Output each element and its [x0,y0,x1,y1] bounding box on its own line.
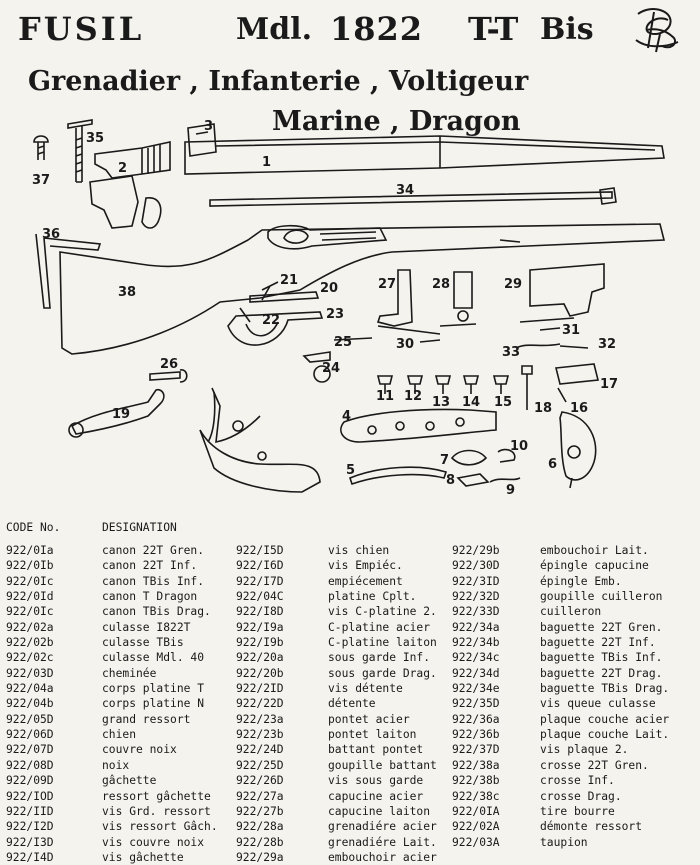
part-designation: épingle capucine [540,559,649,573]
part-designation: vis Grd. ressort [102,804,211,818]
table-row [452,773,615,788]
part-designation: culasse Mdl. 40 [102,651,205,665]
callout-34: 34 [396,183,415,198]
table-row [6,819,218,834]
part-code: 922/34c [452,651,500,665]
part-code: 922/20b [236,666,284,680]
table-row [236,604,437,619]
part-tang [90,176,138,228]
part-code: 922/03A [452,835,500,849]
table-header-code: CODE No. [6,521,61,534]
part-designation: baguette 22T Gren. [540,620,663,634]
part-code: 922/0Ib [6,559,54,573]
callout-3: 3 [204,119,214,134]
callout-9: 9 [506,483,516,498]
callout-25: 25 [334,335,353,350]
part-lock-plate [341,410,496,443]
part-tang-screw [68,120,92,182]
part-designation: C-platine laiton [328,636,437,650]
table-row [236,620,431,635]
part-sear [556,364,598,384]
callout-15: 15 [494,395,513,410]
part-code: 922/29b [452,544,500,557]
part-designation: grenadiére Lait. [328,835,437,849]
title-bis: Bis [540,12,594,47]
part-designation: ressort gâchette [102,789,211,803]
table-row [236,850,437,865]
table-row [452,543,649,558]
callout-19: 19 [112,407,131,422]
table-row [452,819,643,834]
callout-31: 31 [562,323,581,338]
part-designation: goupille cuilleron [540,590,663,604]
part-code: 922/08D [6,758,54,772]
part-code: 922/I5D [236,544,284,557]
part-code: 922/27b [236,804,284,818]
table-row [6,650,205,665]
part-designation: chien [102,728,137,742]
table-row [452,650,663,665]
part-code: 922/04C [236,590,284,604]
callout-23: 23 [326,307,345,322]
part-designation: détente [328,697,376,711]
part-code: 922/IOD [6,789,54,803]
part-code: 922/I9a [236,620,284,634]
part-code: 922/27a [236,789,284,803]
part-butt-plate [36,234,100,308]
part-designation: canon TBis Drag. [102,605,211,619]
title-model: Mdl. [236,12,313,47]
part-code: 922/25D [236,758,284,772]
part-code: 922/I7D [236,574,284,588]
parts-column-1 [6,543,218,865]
table-row [6,789,211,804]
part-code: 922/IID [6,804,54,818]
part-lock-mechanism [200,388,320,492]
part-upper-band [530,264,604,316]
part-designation: vis gâchette [102,850,184,864]
callout-10: 10 [510,439,529,454]
part-code: 922/26D [236,774,284,788]
part-designation: noix [102,758,130,772]
table-row [236,574,403,589]
part-code: 922/I9b [236,636,284,650]
table-row [236,773,424,788]
part-code: 922/0Ic [6,605,54,619]
callout-2: 2 [118,161,128,176]
callout-37: 37 [32,173,51,188]
part-tumbler [560,412,596,488]
part-code: 922/22D [236,697,284,711]
part-designation: vis ressort Gâch. [102,820,218,834]
part-band-spring-2 [520,318,574,322]
callout-28: 28 [432,277,451,292]
part-code: 922/I3D [6,835,54,849]
callout-18: 18 [534,401,553,416]
table-row [452,804,615,819]
table-row [452,789,622,804]
part-designation: vis sous garde [328,774,424,788]
part-code: 922/02b [6,636,54,650]
table-header-designation: DESIGNATION [102,521,177,534]
callout-35: 35 [86,131,105,146]
part-spring [516,344,560,348]
part-designation: cheminée [102,666,157,680]
part-designation: capucine laiton [328,804,431,818]
table-row [452,635,656,650]
part-code: 922/38a [452,758,500,772]
part-code: 922/36a [452,712,500,726]
table-row [452,681,670,696]
part-code: 922/I6D [236,559,284,573]
callout-16: 16 [570,401,589,416]
table-row [6,620,191,635]
part-code: 922/02c [6,651,54,665]
part-pin [560,346,588,348]
part-code: 922/32D [452,590,500,604]
table-row [236,635,437,650]
part-code: 922/0Ic [6,574,54,588]
callout-17: 17 [600,377,619,392]
part-designation: épingle Emb. [540,574,622,588]
part-breech [95,142,170,178]
part-code: 922/06D [6,728,54,742]
table-row [452,574,622,589]
table-row [6,604,211,619]
part-designation: battant pontet [328,743,424,757]
callout-12: 12 [404,389,423,404]
callout-1: 1 [262,155,272,170]
part-designation: baguette 22T Drag. [540,666,663,680]
part-designation: capucine acier [328,789,424,803]
part-designation: vis Empiéc. [328,559,403,573]
part-code: 922/23a [236,712,284,726]
table-row [6,727,137,742]
callout-22: 22 [262,313,281,328]
part-designation: corps platine N [102,697,205,711]
part-designation: canon 22T Inf. [102,559,198,573]
part-code: 922/34b [452,636,500,650]
part-code: 922/23b [236,728,284,742]
part-designation: canon T Dragon [102,590,198,604]
part-code: 922/35D [452,697,500,711]
part-designation: baguette TBis Inf. [540,651,663,665]
part-designation: crosse 22T Gren. [540,758,649,772]
part-designation: crosse Inf. [540,774,615,788]
part-designation: grenadiére acier [328,820,437,834]
callout-30: 30 [396,337,415,352]
part-code: 922/30D [452,559,500,573]
callout-33: 33 [502,345,521,360]
part-designation: culasse TBis [102,636,184,650]
callout-8: 8 [446,473,456,488]
part-code: 922/20a [236,651,284,665]
callout-21: 21 [280,273,299,288]
part-designation: embouchoir Lait. [540,544,649,557]
part-code: 922/38c [452,789,500,803]
title-fusil: FUSIL [18,10,145,48]
part-designation: empiécement [328,574,403,588]
part-designation: plaque couche Lait. [540,728,670,742]
part-code: 922/02A [452,820,500,834]
part-code: 922/2ID [236,682,284,696]
table-row [236,666,437,681]
part-designation: platine Cplt. [328,590,417,604]
callout-6: 6 [548,457,558,472]
part-designation: vis plaque 2. [540,743,629,757]
part-code: 922/07D [6,743,54,757]
callout-11: 11 [376,389,395,404]
part-code: 922/02a [6,620,54,634]
part-code: 922/05D [6,712,54,726]
table-row [452,696,656,711]
part-small-screw [558,388,566,402]
table-row [6,742,177,757]
table-row [452,712,670,727]
part-code: 922/03D [6,666,54,680]
table-row [236,727,417,742]
table-row [6,635,184,650]
part-designation: gâchette [102,774,157,788]
table-row [236,835,437,850]
callout-14: 14 [462,395,481,410]
part-designation: sous garde Inf. [328,651,431,665]
table-row [6,696,205,711]
part-ramrod-spring [420,340,440,342]
part-code: 922/28a [236,820,284,834]
table-row [6,681,205,696]
part-code: 922/36b [452,728,500,742]
part-code: 922/0IA [452,804,500,818]
part-barrel [185,124,664,174]
table-row [6,850,184,865]
part-designation: crosse Drag. [540,789,622,803]
table-row [452,727,670,742]
part-code: 922/34a [452,620,500,634]
subtitle-line-1: Grenadier , Infanterie , Voltigeur [28,66,529,97]
part-designation: tire bourre [540,804,615,818]
part-trigger-screw [262,282,278,300]
table-row [236,819,437,834]
part-designation: vis détente [328,682,403,696]
part-trigger-plate [250,292,318,302]
part-designation: goupille battant [328,758,437,772]
part-designation: culasse I822T [102,620,191,634]
table-row [452,620,663,635]
table-row [452,604,602,619]
part-designation: vis queue culasse [540,697,656,711]
table-row [452,742,629,757]
part-sear-spring [490,478,520,482]
callout-27: 27 [378,277,397,292]
table-row [236,589,417,604]
callout-38: 38 [118,285,137,300]
part-designation: cuilleron [540,605,602,619]
table-row [6,558,198,573]
part-designation: C-platine acier [328,620,431,634]
part-code: 922/0Ia [6,544,54,557]
part-designation: vis couvre noix [102,835,205,849]
table-row [236,742,424,757]
part-band-spring [378,326,440,334]
table-row [236,558,403,573]
table-row [6,758,130,773]
table-row [236,758,437,773]
monogram-signature-icon [626,4,688,56]
table-row [236,650,431,665]
table-row [452,758,649,773]
part-code: 922/37D [452,743,500,757]
part-bridle [452,451,486,465]
part-designation: démonte ressort [540,820,643,834]
part-code: 922/04a [6,682,54,696]
table-row [236,696,376,711]
table-row [6,804,211,819]
part-sear-2 [458,474,488,486]
table-row [6,543,205,558]
part-mainspring [350,467,446,484]
part-code: 922/04b [6,697,54,711]
parts-column-3 [452,543,670,850]
table-row [452,589,663,604]
part-designation: taupion [540,835,588,849]
callout-13: 13 [432,395,451,410]
part-code: 922/29a [236,850,284,864]
part-code: 922/24D [236,743,284,757]
table-row [236,804,431,819]
part-designation: baguette 22T Inf. [540,636,656,650]
parts-column-2 [236,543,437,865]
part-designation: plaque couche acier [540,712,670,726]
part-designation: vis C-platine 2. [328,605,437,619]
subtitle-line-2: Marine , Dragon [272,106,521,137]
part-code: 922/33D [452,605,500,619]
part-code: 922/34e [452,682,500,696]
part-designation: embouchoir acier [328,850,437,864]
table-row [6,666,157,681]
part-code: 922/09D [6,774,54,788]
part-code: 922/I2D [6,820,54,834]
callout-4: 4 [342,409,352,424]
callout-29: 29 [504,277,523,292]
part-designation: pontet acier [328,712,410,726]
table-row [452,558,649,573]
table-row [6,589,198,604]
callout-26: 26 [160,357,179,372]
table-row [6,574,205,589]
title-year: 1822 [330,10,424,48]
part-code: 922/34d [452,666,500,680]
title-tt: T-T [468,10,519,48]
part-band-pin [540,328,560,330]
part-designation: canon 22T Gren. [102,544,205,557]
part-code: 922/0Id [6,590,54,604]
callout-36: 36 [42,227,61,242]
part-code: 922/28b [236,835,284,849]
callout-7: 7 [440,453,450,468]
part-designation: canon TBis Inf. [102,574,205,588]
table-row [6,712,191,727]
part-designation: baguette TBis Drag. [540,682,670,696]
part-designation: couvre noix [102,743,177,757]
callout-5: 5 [346,463,356,478]
table-row [452,666,663,681]
part-code: 922/I8D [236,605,284,619]
callout-24: 24 [322,361,341,376]
table-row [236,543,390,558]
part-code: 922/38b [452,774,500,788]
table-row [236,712,410,727]
table-row [236,789,424,804]
part-designation: grand ressort [102,712,191,726]
table-row [236,681,403,696]
callout-20: 20 [320,281,339,296]
part-designation: sous garde Drag. [328,666,437,680]
part-designation: pontet laiton [328,728,417,742]
table-row [6,835,205,850]
part-designation: corps platine T [102,682,205,696]
part-code: 922/I4D [6,850,54,864]
exploded-parts-diagram [0,112,700,517]
part-designation: vis chien [328,544,390,557]
table-row [452,835,588,850]
callout-32: 32 [598,337,617,352]
table-row [6,773,157,788]
part-buttplate-screw [34,136,48,160]
part-code: 922/3ID [452,574,500,588]
